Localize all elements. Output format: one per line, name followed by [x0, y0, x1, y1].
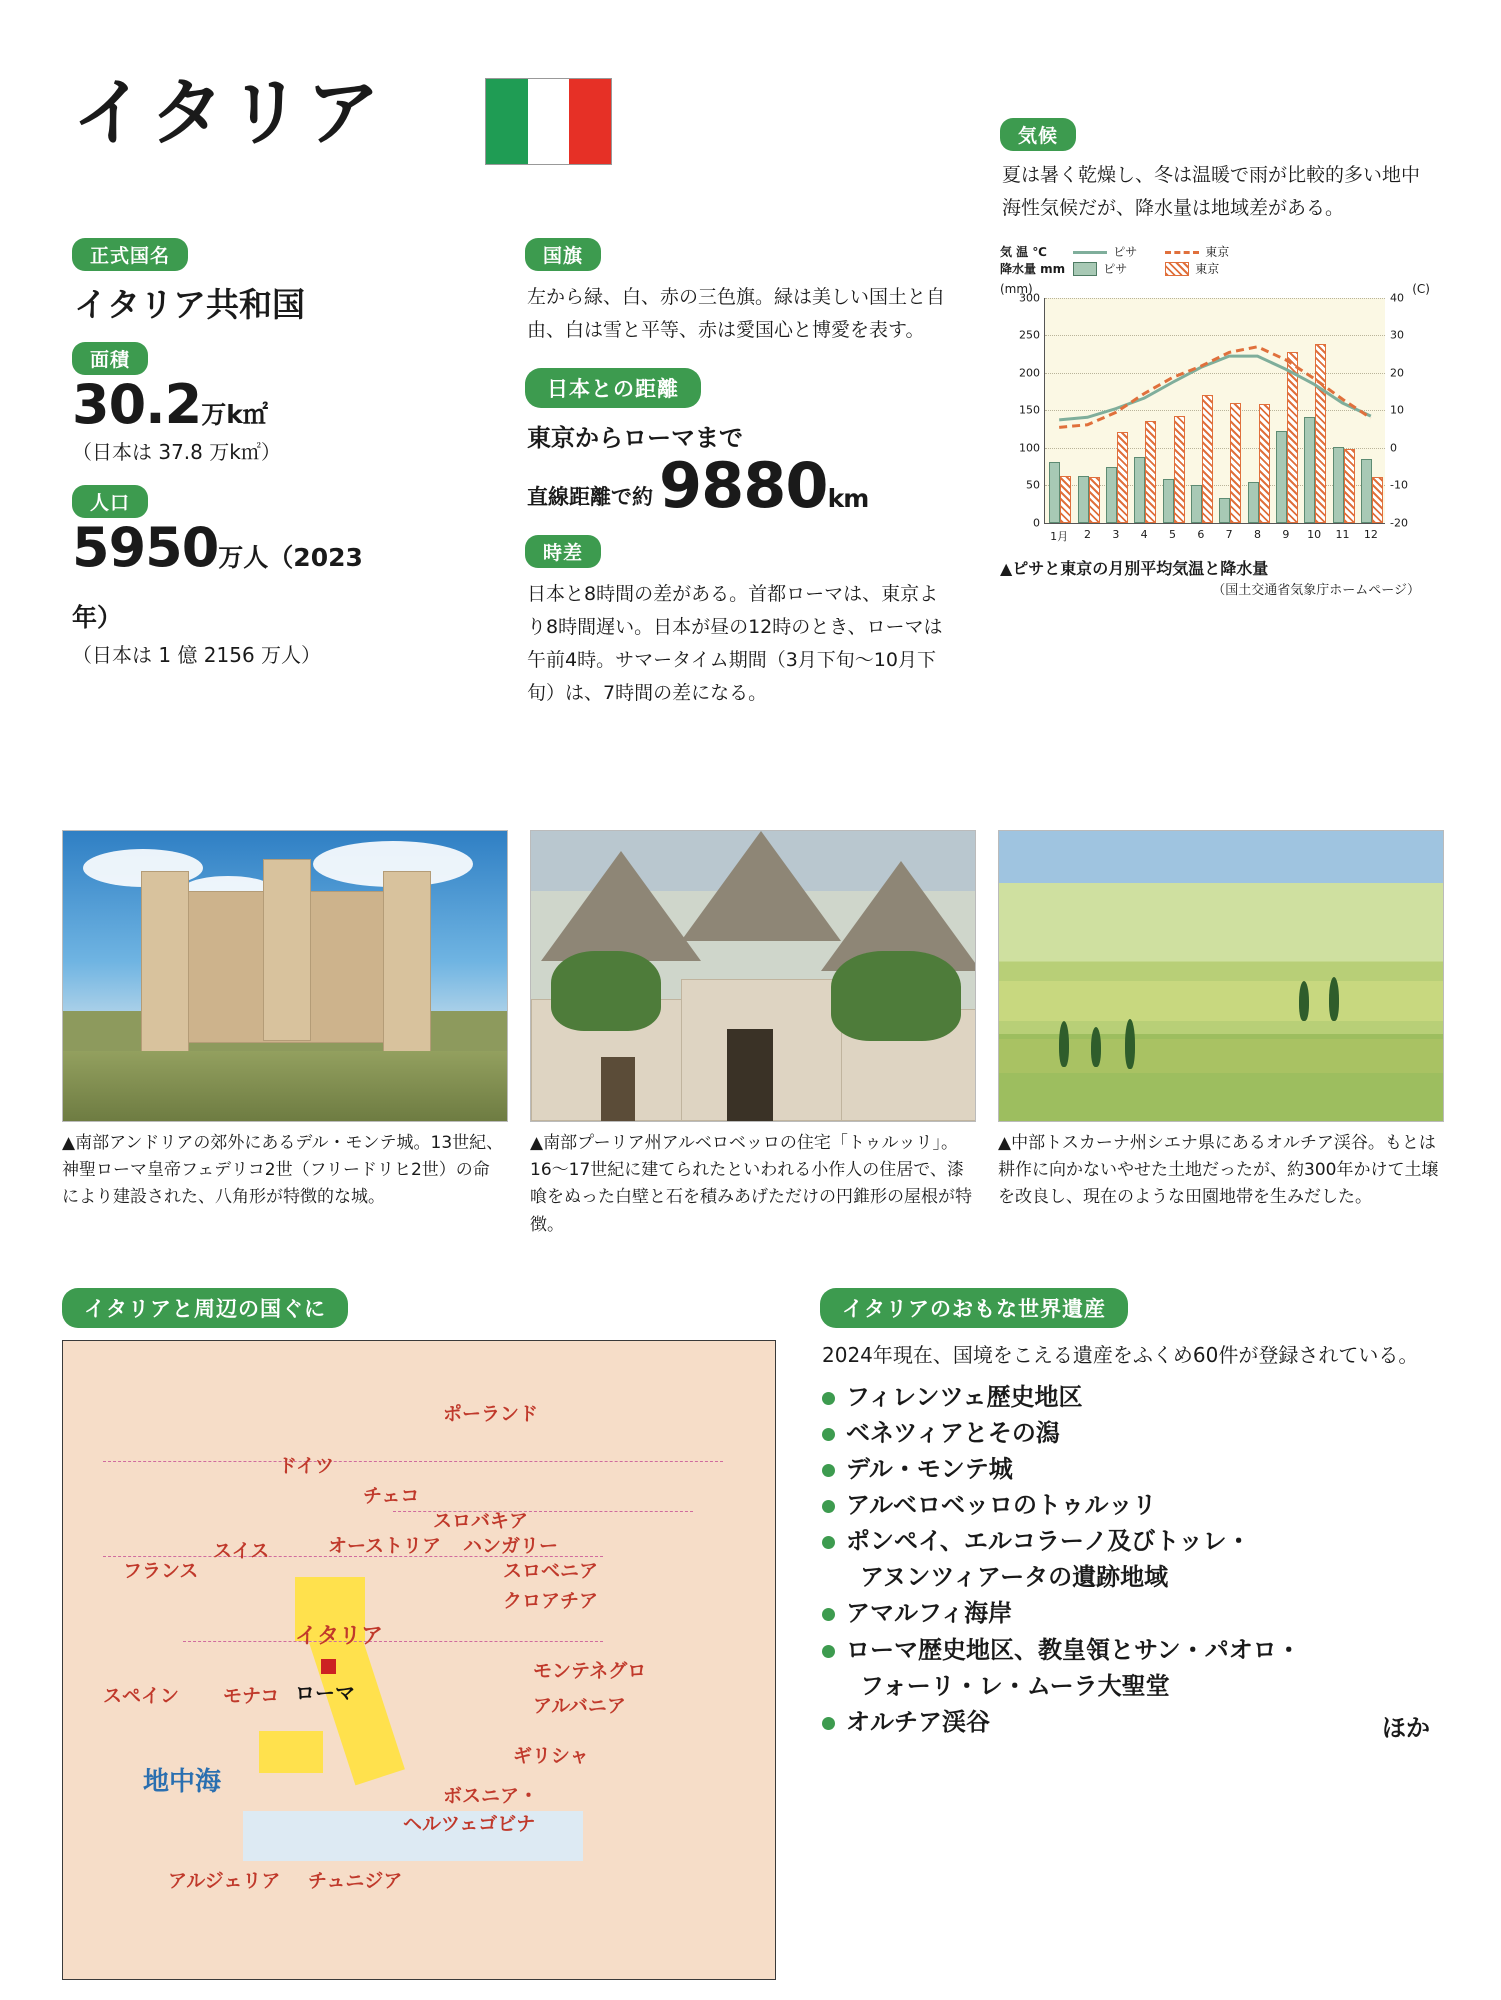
map-country-label: アルジェリア — [168, 1870, 281, 1892]
chart-xtick: 5 — [1169, 527, 1176, 541]
chart-canvas — [1019, 291, 1408, 543]
chart-xtick: 12 — [1363, 527, 1378, 541]
flag-section-label: 国旗 — [525, 238, 601, 271]
chart-ytick-right: -20 — [1390, 516, 1408, 529]
chart-xtick: 2 — [1084, 527, 1091, 541]
population-value-row — [72, 518, 392, 637]
chart-xtick: 4 — [1140, 527, 1148, 541]
heritage-item: フォーリ・レ・ムーラ大聖堂 — [860, 1671, 1170, 1700]
heritage-footer: ほか — [1382, 1713, 1430, 1742]
chart-ytick-right: 10 — [1390, 403, 1404, 417]
map-country-label: ボスニア・ — [443, 1785, 539, 1807]
heritage-item: ローマ歴史地区、教皇領とサン・パオロ・ — [820, 1633, 1440, 1667]
climate-chart — [1000, 244, 1430, 598]
photo-caption-2: ▲南部プーリア州アルベロベッロの住宅「トゥルッリ」。16〜17世紀に建てられたといわれる小作人の住居で、漆喰をぬった白壁と石を積みあげただけの円錐形の屋根が特徴。 — [530, 1133, 972, 1235]
chart-ylabel-right: (C) — [1412, 281, 1430, 296]
chart-xtick: 7 — [1225, 527, 1233, 541]
area-unit: 万k㎡ — [201, 400, 268, 429]
legend-bar-pisa: ピサ — [1103, 261, 1128, 276]
chart-ytick-left: 150 — [1019, 403, 1040, 417]
photo-block-1 — [62, 830, 506, 1239]
chart-ytick-left: 50 — [1026, 478, 1040, 492]
map-country-label: スロベニア — [503, 1560, 599, 1582]
area-value-row — [72, 375, 392, 434]
chart-plot-area — [1000, 282, 1430, 552]
legend-line-pisa-swatch — [1073, 251, 1107, 254]
climate-label: 気候 — [1000, 118, 1076, 151]
map-label: イタリアと周辺の国ぐに — [62, 1288, 348, 1328]
area-label: 面積 — [72, 342, 148, 375]
facts-left-column — [72, 238, 392, 678]
chart-ytick-left: 300 — [1019, 291, 1040, 304]
map-country-label: ギリシャ — [513, 1745, 589, 1767]
population-label: 人口 — [72, 485, 148, 518]
chart-ytick-right: 30 — [1390, 328, 1404, 342]
climate-description: 夏は暑く乾燥し、冬は温暖で雨が比較的多い地中海性気候だが、降水量は地域差がある。 — [1002, 164, 1421, 220]
heritage-item: デル・モンテ城 — [820, 1452, 1440, 1486]
chart-xtick: 1月 — [1050, 529, 1069, 543]
legend-precip-label: 降水量 mm — [1000, 261, 1066, 276]
map-country-label: チュニジア — [308, 1870, 403, 1892]
distance-subtitle: 東京からローマまで — [527, 423, 743, 452]
heritage-list — [820, 1380, 1440, 1739]
area-note: （日本は 37.8 万k㎡） — [72, 440, 281, 465]
official-name-block — [72, 238, 392, 326]
flag-description: 左から緑、白、赤の三色旗。緑は美しい国土と自由、白は雪と平等、赤は愛国心と博愛を表す。 — [527, 286, 946, 342]
legend-line-tokyo-swatch — [1165, 251, 1199, 254]
heritage-label: イタリアのおもな世界遺産 — [820, 1288, 1128, 1328]
chart-legend — [1000, 244, 1430, 278]
heritage-item: オルチア渓谷 — [820, 1705, 1440, 1739]
map-rome-marker — [321, 1659, 336, 1674]
map-country-label: ポーランド — [443, 1403, 539, 1425]
map-country-label: オーストリア — [328, 1535, 442, 1557]
chart-xtick: 11 — [1335, 527, 1350, 541]
population-unit: 万人（2023年） — [72, 543, 363, 632]
europe-map — [62, 1340, 776, 1980]
population-value: 5950 — [72, 516, 219, 580]
heritage-item: ベネツィアとその潟 — [820, 1416, 1440, 1450]
map-country-label: チェコ — [363, 1485, 420, 1507]
map-country-label: ヘルツェゴビナ — [403, 1813, 536, 1835]
italy-flag-icon — [485, 78, 612, 165]
chart-ytick-right: 20 — [1390, 366, 1404, 379]
heritage-block — [820, 1288, 1440, 1741]
chart-xtick: 8 — [1254, 527, 1261, 541]
distance-prefix: 直線距離で約 — [527, 485, 653, 510]
heritage-item: フィレンツェ歴史地区 — [820, 1380, 1440, 1414]
chart-source: （国土交通省気象庁ホームページ） — [1212, 582, 1420, 598]
val-dorcia-photo — [998, 830, 1444, 1122]
distance-unit: km — [827, 483, 869, 513]
chart-xtick: 6 — [1197, 527, 1205, 541]
timediff-description: 日本と8時間の差がある。首都ローマは、東京より8時間遅い。日本が昼の12時のとき、ローマは午前4時。サマータイム期間（3月下旬〜10月下旬）は、7時間の差になる。 — [527, 582, 943, 705]
distance-section-label: 日本との距離 — [525, 368, 701, 408]
legend-line-pisa: ピサ — [1113, 244, 1138, 259]
chart-ytick-right: -10 — [1390, 478, 1408, 492]
chart-ylabel-left: (mm) — [1000, 281, 1033, 296]
legend-bar-tokyo: 東京 — [1195, 261, 1220, 276]
distance-value-row — [527, 448, 965, 522]
official-name-label: 正式国名 — [72, 238, 188, 271]
map-country-label: ドイツ — [278, 1455, 335, 1477]
legend-temp-label: 気 温 ℃ — [1000, 244, 1047, 259]
map-country-label: モナコ — [223, 1685, 280, 1707]
area-value: 30.2 — [72, 373, 202, 436]
distance-number: 9880km — [659, 448, 869, 522]
photo-block-3 — [998, 830, 1442, 1239]
photo-caption-3: ▲中部トスカーナ州シエナ県にあるオルチア渓谷。もとは耕作に向かないやせた土地だったが、約300年かけて土壌を改良し、現在のような田園地帯を生みだした。 — [998, 1133, 1439, 1208]
map-block — [62, 1288, 782, 1980]
chart-ytick-left: 0 — [1033, 516, 1040, 529]
legend-line-tokyo: 東京 — [1205, 244, 1230, 259]
map-rome-label: ローマ — [295, 1681, 355, 1705]
chart-xtick: 10 — [1307, 527, 1322, 541]
map-country-label: クロアチア — [503, 1590, 599, 1612]
chart-caption: ▲ピサと東京の月別平均気温と降水量 — [1000, 558, 1269, 578]
castel-del-monte-photo — [62, 830, 508, 1122]
photo-row — [62, 830, 1442, 1239]
map-country-label: スロバキア — [433, 1510, 529, 1532]
chart-ytick-left: 200 — [1019, 366, 1040, 379]
page-title: イタリア — [72, 70, 384, 156]
heritage-item: アルベロベッロのトゥルッリ — [820, 1488, 1440, 1522]
map-country-label: アルバニア — [533, 1695, 626, 1717]
heritage-item: ポンペイ、エルコラーノ及びトッレ・ — [820, 1524, 1440, 1558]
map-country-label: スペイン — [103, 1685, 180, 1707]
heritage-intro: 2024年現在、国境をこえる遺産をふくめ60件が登録されている。 — [822, 1343, 1419, 1367]
chart-xtick: 3 — [1112, 527, 1120, 541]
map-country-label: モンテネグロ — [533, 1660, 647, 1682]
chart-ytick-left: 250 — [1019, 328, 1040, 342]
map-sea-label: 地中海 — [143, 1767, 222, 1797]
map-country-label: ハンガリー — [463, 1535, 559, 1557]
population-note: （日本は 1 億 2156 万人） — [72, 643, 322, 668]
legend-bar-pisa-swatch — [1073, 262, 1097, 276]
map-italy-label: イタリア — [295, 1624, 384, 1649]
heritage-item: アマルフィ海岸 — [820, 1596, 1440, 1630]
area-block — [72, 342, 392, 465]
chart-ytick-right: 0 — [1390, 441, 1397, 454]
legend-bar-tokyo-swatch — [1165, 262, 1189, 276]
chart-ytick-left: 100 — [1019, 441, 1040, 454]
timediff-section-label: 時差 — [525, 535, 601, 568]
heritage-item: アヌンツィアータの遺跡地域 — [860, 1563, 1169, 1592]
facts-mid-column — [525, 238, 965, 731]
photo-block-2 — [530, 830, 974, 1239]
map-country-label: スイス — [213, 1540, 270, 1562]
photo-caption-1: ▲南部アンドリアの郊外にあるデル・モンテ城。13世紀、神聖ローマ皇帝フェデリコ2世（フリードリヒ2世）の命により建設された、八角形が特徴的な城。 — [62, 1133, 504, 1208]
official-name-value: イタリア共和国 — [74, 285, 305, 324]
chart-xtick: 9 — [1282, 527, 1290, 541]
map-country-label: フランス — [123, 1560, 199, 1582]
alberobello-trulli-photo — [530, 830, 976, 1122]
population-block — [72, 485, 392, 668]
climate-column — [1000, 118, 1430, 598]
chart-temperature-lines — [1045, 298, 1385, 523]
chart-ytick-right: 40 — [1390, 291, 1404, 304]
